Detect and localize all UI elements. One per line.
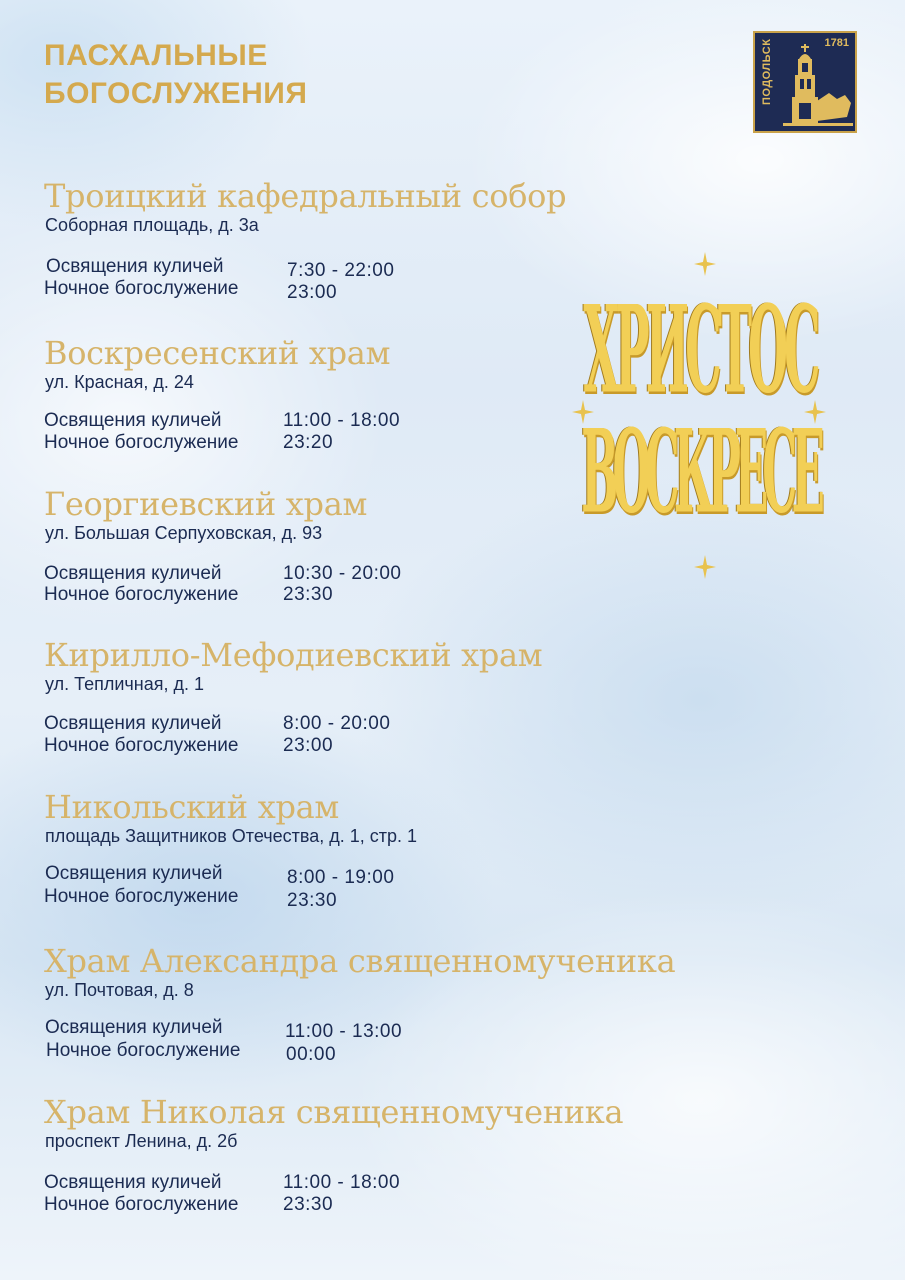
blessing-time: 10:30 - 20:00: [283, 563, 402, 584]
page-title-line-2: БОГОСЛУЖЕНИЯ: [44, 77, 308, 110]
night-service-time: 00:00: [286, 1044, 337, 1065]
blessing-label: Освящения куличей: [44, 1172, 222, 1193]
church-address: площадь Защитников Отечества, д. 1, стр. 1: [45, 826, 418, 846]
logo-year: 1781: [824, 37, 849, 49]
church-name: Храм Николая священномученика: [44, 1093, 624, 1131]
night-service-label: Ночное богослужение: [44, 886, 239, 907]
night-service-label: Ночное богослужение: [44, 432, 239, 453]
church-address: Соборная площадь, д. 3а: [45, 215, 259, 235]
night-service-label: Ночное богослужение: [44, 735, 239, 756]
church-name: Кирилло-Мефодиевский храм: [44, 636, 543, 674]
blessing-label: Освящения куличей: [45, 863, 223, 884]
blessing-time: 7:30 - 22:00: [287, 260, 395, 281]
church-name: Храм Александра священномученика: [44, 942, 676, 980]
night-service-time: 23:30: [287, 890, 338, 911]
blessing-time: 8:00 - 19:00: [287, 867, 395, 888]
night-service-time: 23:30: [283, 584, 334, 605]
night-service-time: 23:00: [283, 735, 334, 756]
church-address: проспект Ленина, д. 2б: [45, 1131, 238, 1151]
church-name: Никольский храм: [44, 788, 340, 826]
podolsk-logo: [753, 31, 857, 133]
blessing-time: 11:00 - 18:00: [283, 1172, 401, 1193]
blessing-time: 11:00 - 18:00: [283, 410, 401, 431]
bottom-star-icon: [694, 555, 716, 579]
tower-emblem-icon: [777, 41, 855, 131]
night-service-label: Ночное богослужение: [44, 1194, 239, 1215]
church-address: ул. Большая Серпуховская, д. 93: [45, 523, 323, 543]
night-service-time: 23:20: [283, 432, 334, 453]
greeting-line-1: ХРИСТОС: [583, 279, 817, 420]
church-address: ул. Тепличная, д. 1: [45, 674, 205, 694]
blessing-label: Освящения куличей: [44, 713, 222, 734]
night-service-label: Ночное богослужение: [46, 1040, 241, 1061]
page-title-line-1: ПАСХАЛЬНЫЕ: [44, 39, 268, 72]
blessing-label: Освящения куличей: [44, 410, 222, 431]
blessing-label: Освящения куличей: [45, 1017, 223, 1038]
blessing-label: Освящения куличей: [46, 256, 224, 277]
blessing-time: 8:00 - 20:00: [283, 713, 391, 734]
night-service-label: Ночное богослужение: [44, 584, 239, 605]
night-service-time: 23:00: [287, 282, 338, 303]
page-title: [44, 37, 307, 113]
greeting-line-2: ВОСКРЕСЕ: [581, 407, 819, 541]
church-name: Воскресенский храм: [44, 334, 391, 372]
night-service-label: Ночное богослужение: [44, 278, 239, 299]
blessing-time: 11:00 - 13:00: [285, 1021, 403, 1042]
night-service-time: 23:30: [283, 1194, 334, 1215]
top-star-icon: [694, 252, 716, 276]
blessing-label: Освящения куличей: [44, 563, 222, 584]
church-address: ул. Красная, д. 24: [45, 372, 194, 392]
church-name: Георгиевский храм: [44, 485, 368, 523]
logo-city-name: ПОДОЛЬСК: [761, 38, 773, 105]
easter-greeting: [570, 250, 830, 580]
church-address: ул. Почтовая, д. 8: [45, 980, 194, 1000]
church-name: Троицкий кафедральный собор: [44, 177, 567, 215]
